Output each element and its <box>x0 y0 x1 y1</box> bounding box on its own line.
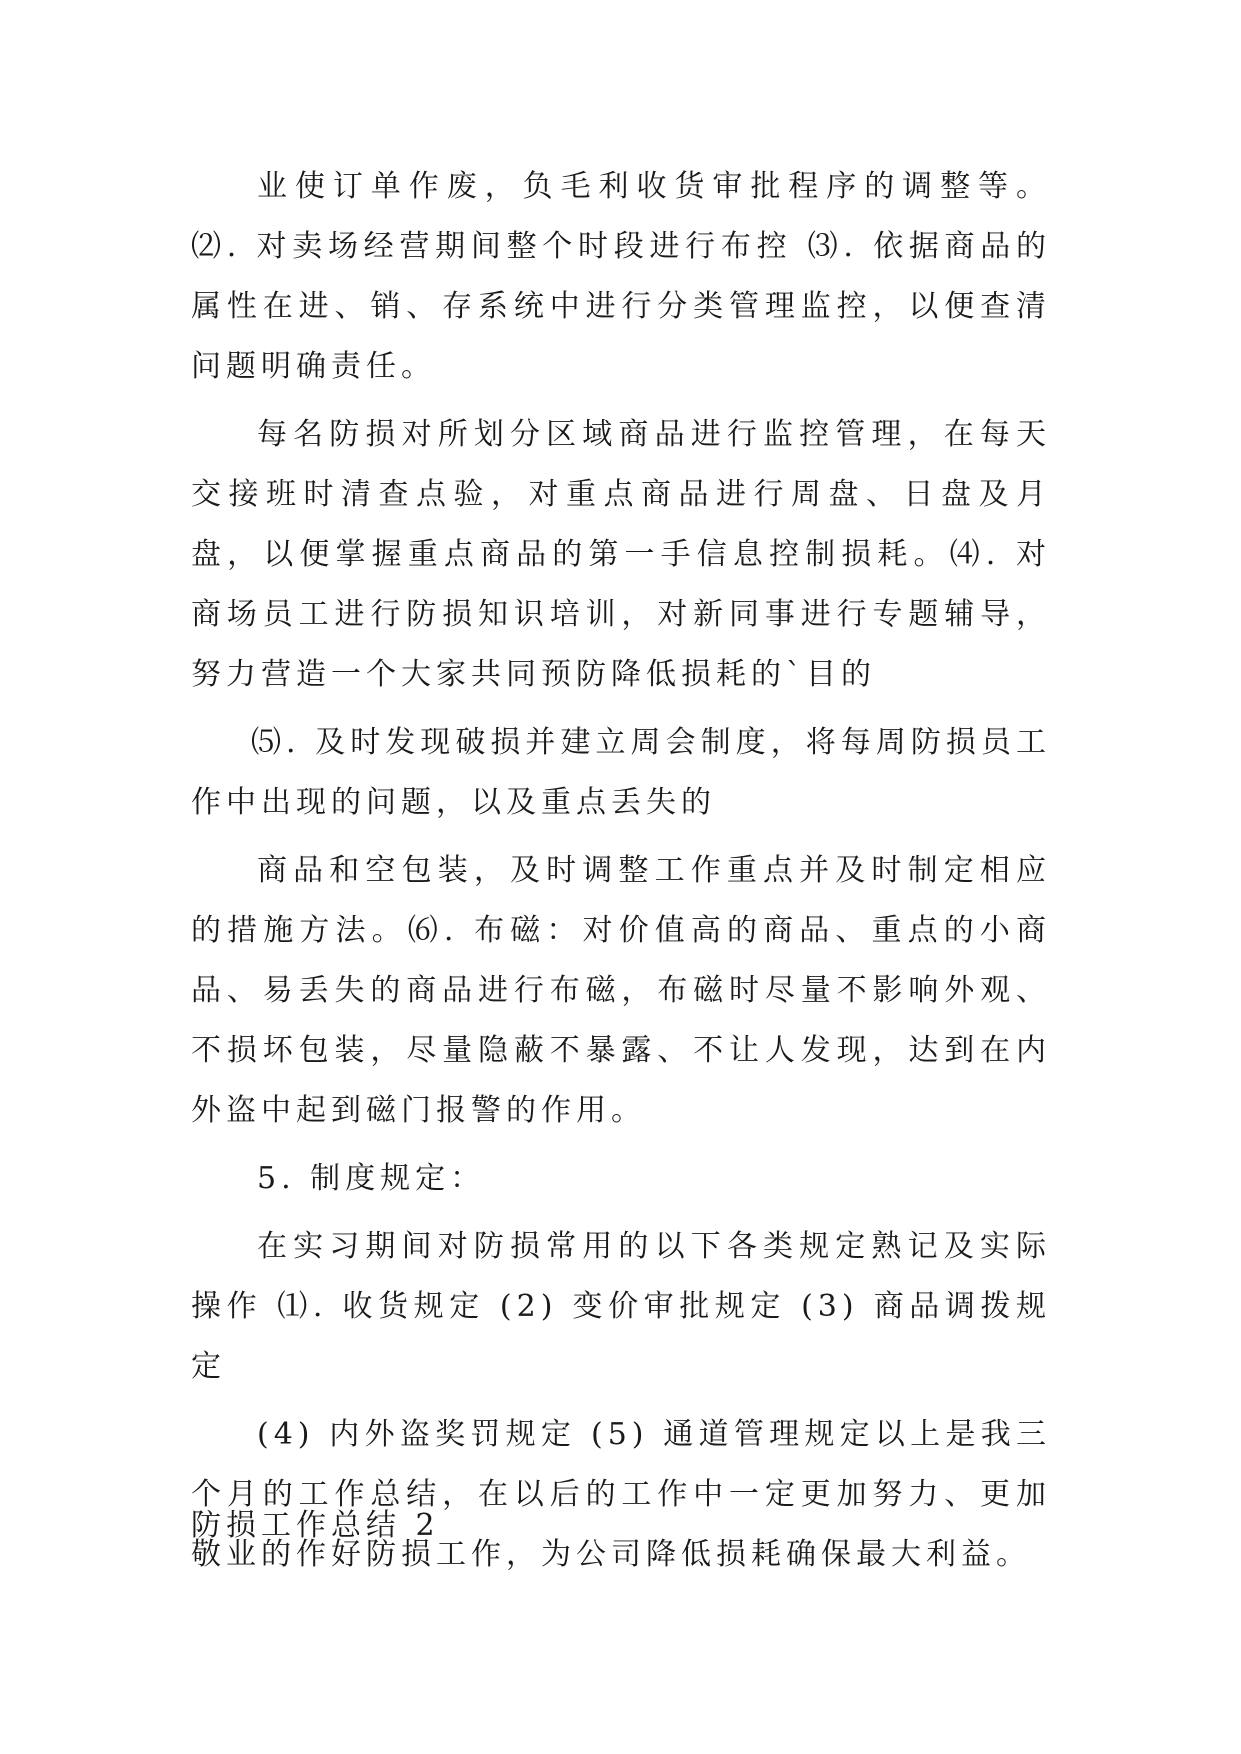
paragraph-7: (4) 内外盗奖罚规定 (5) 通道管理规定以上是我三个月的工作总结，在以后的工作中一定更加努力、更加敬业的作好防损工作，为公司降低损耗确保最大利益。 <box>191 1417 1051 1572</box>
document-body <box>191 157 1051 1593</box>
paragraph-2: 每名防损对所划分区域商品进行监控管理，在每天交接班时清查点验，对重点商品进行周盘、日盘及月盘，以便掌握重点商品的第一手信息控制损耗。⑷. 对商场员工进行防损知识培训，对新同事进行专题辅导，努力营造一个大家共同预防降低损耗的`目的 <box>191 417 1051 692</box>
paragraph-3: ⑸. 及时发现破损并建立周会制度，将每周防损员工作中出现的问题，以及重点丢失的 <box>191 725 1051 820</box>
section-title: 防损工作总结 2 <box>191 1508 440 1543</box>
paragraph-4: 商品和空包装，及时调整工作重点并及时制定相应的措施方法。⑹. 布磁：对价值高的商品、重点的小商品、易丢失的商品进行布磁，布磁时尽量不影响外观、不损坏包装，尽量隐蔽不暴露、不让人发现，达到在内外盗中起到磁门报警的作用。 <box>191 853 1051 1128</box>
paragraph-1: 业使订单作废，负毛利收货审批程序的调整等。 ⑵. 对卖场经营期间整个时段进行布控 ⑶. 依据商品的属性在进、销、存系统中进行分类管理监控，以便查清问题明确责任。 <box>191 169 1051 384</box>
paragraph-6: 在实习期间对防损常用的以下各类规定熟记及实际操作 ⑴. 收货规定 (2) 变价审批规定 (3) 商品调拨规定 <box>191 1229 1051 1384</box>
paragraph-5-heading: 5. 制度规定： <box>257 1161 486 1196</box>
